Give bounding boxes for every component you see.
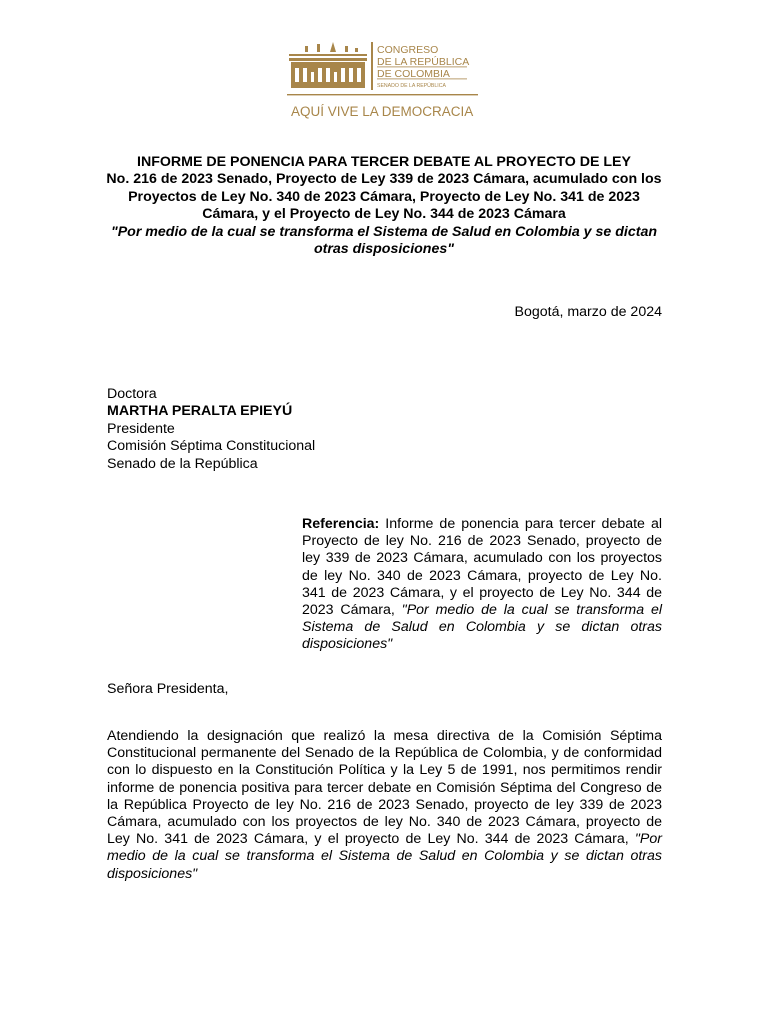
title-line: No. 216 de 2023 Senado, Proyecto de Ley 339 de 2023 Cámara, acumulado con los — [106, 171, 662, 188]
title-quote-line: "Por medio de la cual se transforma el Sistema de Salud en Colombia y se dictan — [110, 223, 658, 240]
reference-block — [302, 516, 662, 654]
body-quote: "Por medio de la cual se transforma el Sistema de Salud en Colombia y se dictan otras disposiciones" — [107, 831, 662, 882]
document-date: Bogotá, marzo de 2024 — [514, 304, 662, 320]
title-quote-line: otras disposiciones" — [314, 241, 454, 258]
addressee-title: Doctora — [107, 386, 157, 402]
addressee-name: MARTHA PERALTA EPIEYÚ — [107, 403, 293, 420]
title-line: Proyectos de Ley No. 340 de 2023 Cámara, Proyecto de Ley No. 341 de 2023 — [128, 188, 640, 205]
reference-quote: "Por medio de la cual se transforma el Sistema de Salud en Colombia y se dictan otras disposiciones" — [302, 602, 662, 653]
logo-line4: SENADO DE LA REPÚBLICA — [377, 83, 446, 89]
document-title — [100, 154, 668, 258]
addressee-role: Presidente — [107, 420, 175, 437]
logo-line3: DE COLOMBIA — [377, 68, 450, 80]
addressee-block — [107, 386, 315, 473]
body-paragraph — [107, 728, 662, 883]
body-text: Atendiendo la designación que realizó la mesa directiva de la Comisión Séptima Constitucional permanente del Senado de la República de Colombia, y de conformidad con lo dispuesto en la Constitución Política y la Ley 5 de 1991, nos permitimos rendir informe de ponencia positiva para tercer debate en Comisión Séptima del Congreso de la República Proyecto de ley No. 216 de 2023 Senado, proyecto de ley 339 de 2023 Cámara, acumulado con los proyectos de ley No. 340 de 2023 Cámara, proyecto de Ley No. 341 de 2023 Cámara, y el proyecto de Ley No. 344 de 2023 Cámara, — [107, 728, 662, 848]
logo-tagline: AQUÍ VIVE LA DEMOCRACIA — [291, 104, 474, 119]
reference-label: Referencia: — [302, 516, 380, 532]
reference-text: Informe de ponencia para tercer debate al Proyecto de ley No. 216 de 2023 Senado, proyecto de ley 339 de 2023 Cámara, acumulado con los proyectos de ley No. 340 de 2023 Cámara, proyecto de Ley No. 341 de 2023 Cámara, y el proyecto de Ley No. 344 de 2023 Cámara, — [302, 516, 662, 619]
congreso-logo — [287, 40, 478, 122]
addressee-committee: Comisión Séptima Constitucional — [107, 438, 316, 455]
logo-line2: DE LA REPÚBLICA — [377, 56, 470, 68]
title-line: Cámara, y el Proyecto de Ley No. 344 de 2023 Cámara — [202, 206, 566, 223]
title-line: INFORME DE PONENCIA PARA TERCER DEBATE AL PROYECTO DE LEY — [137, 154, 631, 170]
addressee-institution: Senado de la República — [107, 455, 258, 472]
logo-line1: CONGRESO — [377, 44, 439, 56]
salutation: Señora Presidenta, — [107, 681, 229, 697]
